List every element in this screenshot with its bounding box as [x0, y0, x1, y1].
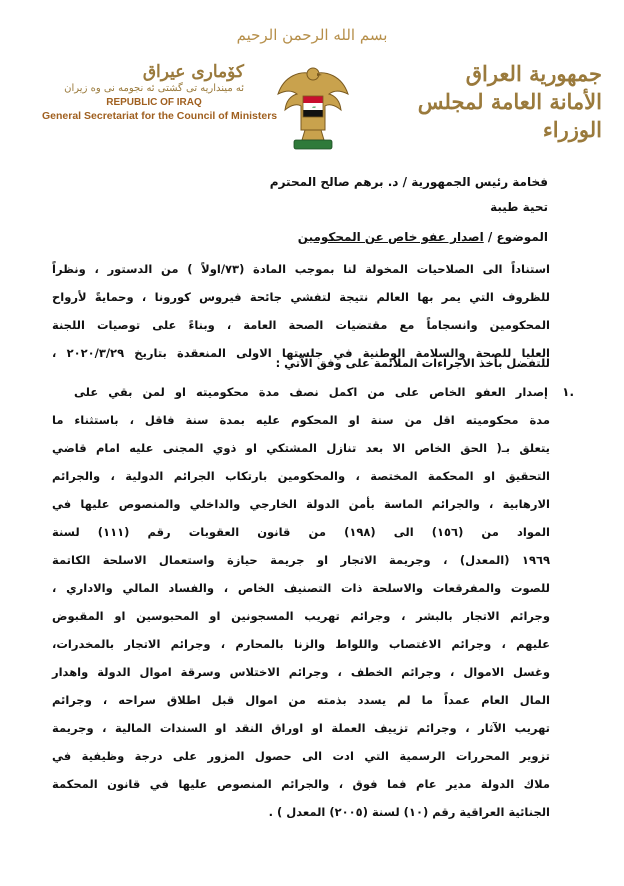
svg-text:ﷲ: ﷲ [312, 105, 314, 109]
kurdish-title: كۆماری عیراق [142, 62, 244, 82]
letterhead-right [382, 60, 602, 144]
arabic-republic-title: جمهورية العراق [465, 61, 602, 86]
intro-line: المحكومين وانسجاماً مع مقتضيات الصحة العامة ، وبناءً على توصيات اللجنة [52, 318, 550, 332]
subject-text: اصدار عفو خاص عن المحكومين [297, 230, 484, 244]
item-line: تهريب الآثار ، وجرائم تزييف العملة او اوراق النقد او السندات المالية ، وجريمة [52, 721, 550, 735]
item-line: التحقيق او المحكمة المختصة ، والمحكومين بارتكاب الجرائم الدولية ، والجرائم [52, 469, 550, 483]
greeting: تحية طيبة [490, 200, 548, 214]
basmala: بسم الله الرحمن الرحيم [236, 26, 388, 44]
item-line: مدة محكوميته اقل من سنة او المحكوم عليه بمدة سنة فاقل ، باستثناء ما [52, 413, 550, 427]
intro-line: للظروف التي يمر بها العالم نتيجة لتفشي جائحة فيروس كورونا ، وحمايةً لأرواح [52, 290, 550, 304]
subject-label: الموضوع / [487, 230, 548, 244]
intro-line: العليا للصحة والسلامة الوطنية في جلستها الاولى المنعقدة بتاريخ ٢٠٢٠/٣/٢٩ ، [52, 346, 550, 360]
english-subtitle: General Secretariat for the Council of Ministers [42, 110, 278, 122]
letterhead-left [42, 62, 278, 123]
item-number: ١. [562, 385, 574, 399]
kurdish-subtitle: ئه مینداریه تی گشتی ئه نجومه نی وه زیران [64, 83, 244, 94]
item-line: إصدار العفو الخاص على من اكمل نصف مدة محكوميته او لمن بقي على [74, 385, 548, 399]
item-line: وجرائم الاتجار بالبشر ، وجرائم تهريب المسجونين او المحبوسين او المقبوض [52, 609, 550, 623]
item-line: المال العام عمداً ما لم يسدد بذمته من اموال قبل اطلاق سراحه ، وجرائم [52, 693, 550, 707]
eagle-emblem-icon [270, 60, 356, 152]
subject [298, 230, 548, 244]
item-line: يتعلق بـ( الحق الخاص الا بعد تنازل المشتكي او ذوي المجنى عليه امام قاضي [52, 441, 550, 455]
item-line: ملاك الدولة مدير عام فما فوق ، والجرائم المنصوص عليها في قانون المحكمة [52, 777, 550, 791]
item-line: ١٩٦٩ (المعدل) ، وجريمة الاتجار او جريمة حيازة واستعمال الاسلحة الكاتمة [52, 553, 550, 567]
item-line-last: الجنائية العراقية رقم (١٠) لسنة (٢٠٠٥) المعدل ) . [268, 805, 550, 819]
english-title: REPUBLIC OF IRAQ [106, 97, 202, 108]
item-line: الارهابية ، والجرائم الماسة بأمن الدولة الخارجي والداخلي والمنصوص عليها في [52, 497, 550, 511]
intro-line-last: للتفضل بأخذ الاجراءات الملائمة على وفق الآتي : [275, 356, 550, 370]
addressee: فخامة رئيس الجمهورية / د. برهم صالح المحترم [269, 175, 548, 189]
intro-line: استناداً الى الصلاحيات المخولة لنا بموجب المادة (٧٣/اولاً ) من الدستور ، ونظراً [52, 262, 550, 276]
item-line: تزوير المحررات الرسمية التي ادت الى حصول المزور على درجة وظيفية في [52, 749, 550, 763]
item-line: للصوت والمفرقعات والاسلحة ذات التصنيف الخاص ، والفساد المالي والاداري ، [52, 581, 550, 595]
item-line: وغسل الاموال ، وجرائم الخطف ، وجرائم الاختلاس وسرقة اموال الدولة واهدار [52, 665, 550, 679]
item-line: عليهم ، وجرائم الاغتصاب واللواط والزنا بالمحارم ، وجرائم الاتجار بالمخدرات، [52, 637, 550, 651]
arabic-secretariat-title: الأمانة العامة لمجلس الوزراء [417, 89, 602, 142]
item-line: المواد من (١٥٦) الى (١٩٨) من قانون العقوبات رقم (١١١) لسنة [52, 525, 550, 539]
